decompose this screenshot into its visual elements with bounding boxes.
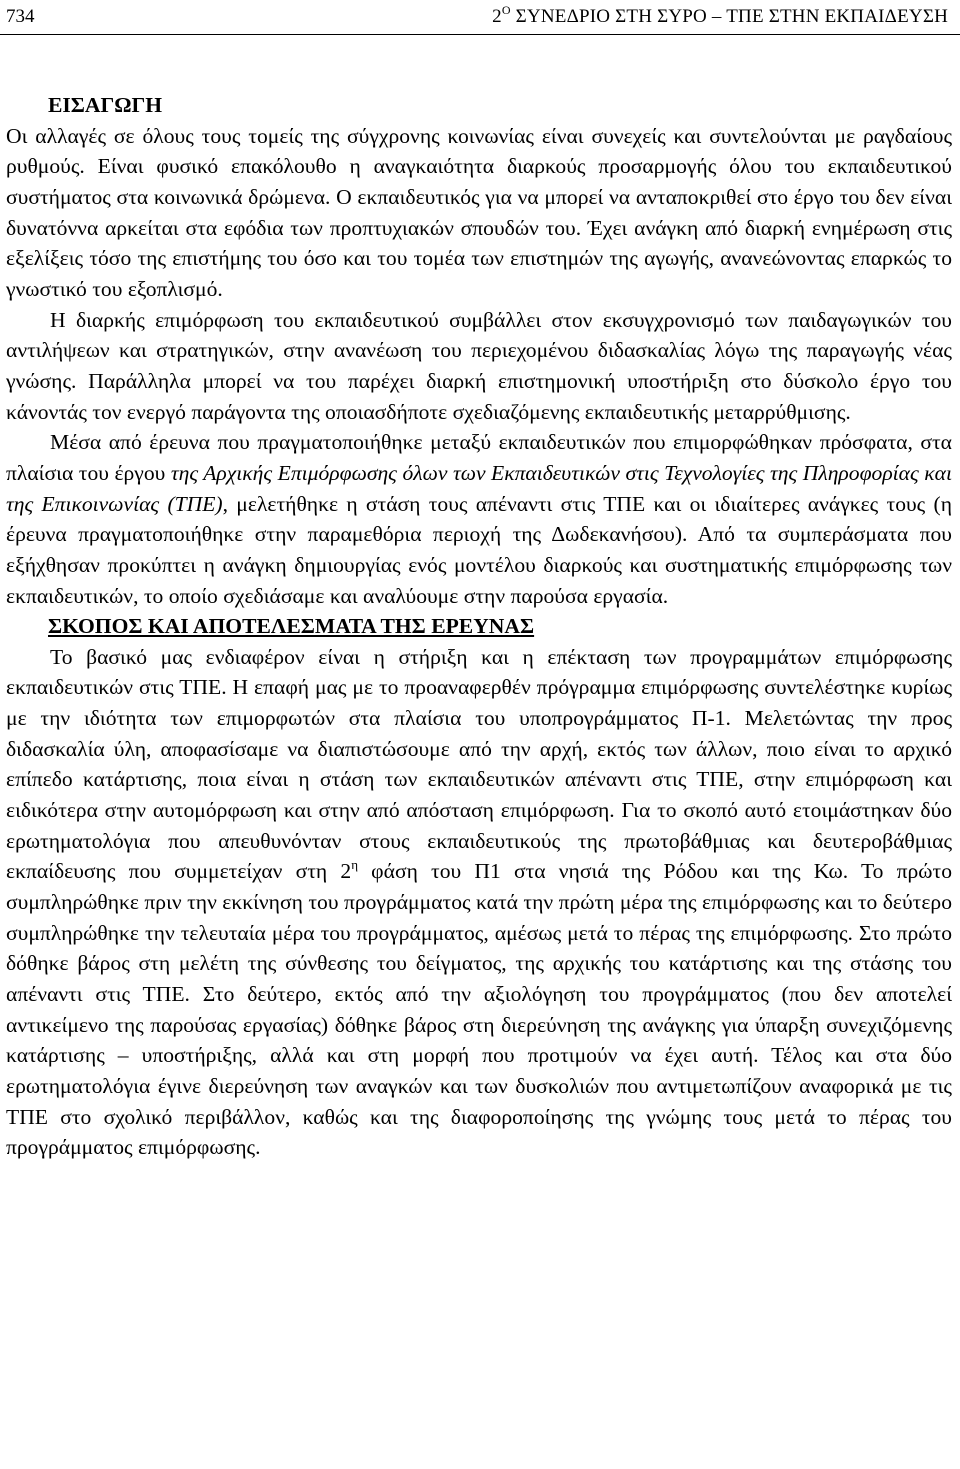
document-body [6,90,952,1163]
running-title-prefix: 2 [492,6,502,27]
ordinal-superscript: η [351,857,358,873]
running-title [492,3,948,28]
program-title-italic: της Αρχικής Επιμόρφωσης όλων των Εκπαιδευτικών στις Τεχνολογίες της Πληροφορίας και της Επικοινωνίας (ΤΠΕ) [6,460,952,516]
running-title-text: ΣΥΝΕΔΡΙΟ ΣΤΗ ΣΥΡΟ – ΤΠΕ ΣΤΗΝ ΕΚΠΑΙΔΕΥΣΗ [510,6,948,27]
intro-heading: ΕΙΣΑΓΩΓΗ [48,93,163,117]
intro-paragraph-3-end: , μελετήθηκε η στάση τους απέναντι στις ΤΠΕ και οι ιδιαίτερες ανάγκες τους (η έρευνα πραγματοποιήθηκε στην παραμεθόρια περιοχή της Δωδεκανήσου). Από τα συμπεράσματα που εξήχθησαν προκύπτει η ανάγκη δημιουργίας ενός μοντέλου διαρκούς και συστηματικής επιμόρφωσης των εκπαιδευτικών, το οποίο σχεδιάσαμε και αναλύουμε στην παρούσα εργασία. [6,491,952,608]
running-title-superscript: Ο [501,3,511,17]
intro-paragraph-3-start: Μέσα από έρευνα που πραγματοποιήθηκε μεταξύ εκπαιδευτικών που επιμορφώθηκαν πρόσφατα, στα πλαίσια του έργου [6,430,952,485]
scope-paragraph-start: Το βασικό μας ενδιαφέρον είναι η στήριξη και η επέκταση των προγραμμάτων επιμόρφωσης εκπαιδευτικών στις ΤΠΕ. Η επαφή μας με το προαναφερθέν πρόγραμμα επιμόρφωσης συντελέστηκε κυρίως με την ιδιότητα των επιμορφωτών στα πλαίσια του υποπρογράμματος Π-1. Μελετώντας την προς διδασκαλία ύλη, αποφασίσαμε να διαπιστώσουμε από την αρχή, εκτός των άλλων, ποιο είναι το αρχικό επίπεδο κατάρτισης, ποια είναι η στάση των εκπαιδευτικών απέναντι στις ΤΠΕ, στην επιμόρφωση και ειδικότερα στην αυτομόρφωση και στην από απόσταση επιμόρφωση. Για το σκοπό αυτό ετοιμάστηκαν δύο ερωτηματολόγια που απευθυνόνταν στους εκπαιδευτικούς της πρωτοβάθμιας και δευτεροβάθμιας εκπαίδευσης που συμμετείχαν στη 2 [6,644,952,884]
header-rule [0,34,960,35]
intro-paragraph-1: Οι αλλαγές σε όλους τους τομείς της σύγχρονης κοινωνίας είναι συνεχείς και συντελούνται με ραγδαίους ρυθμούς. Είναι φυσικό επακόλουθο η αναγκαιότητα διαρκούς προσαρμογής όλου του εκπαιδευτικού συστήματος στα κοινωνικά δρώμενα. Ο εκπαιδευτικός για να μπορεί να ανταποκριθεί στο έργο του δεν είναι δυνατόννα αρκείται στα εφόδια των προπτυχιακών σπουδών του. Έχει ανάγκη από διαρκή ενημέρωση στις εξελίξεις τόσο της επιστήμης του όσο και του τομέα των επιστημών της αγωγής, ανανεώνοντας επαρκώς το γνωστικό του εξοπλισμό. [6,123,952,301]
scope-paragraph-end: φάση του Π1 στα νησιά της Ρόδου και της Κω. Το πρώτο συμπληρώθηκε πριν την εκκίνηση του προγράμματος κατά την πρώτη μέρα της επιμόρφωσης και το δεύτερο συμπληρώθηκε την τελευταία μέρα του προγράμματος, αμέσως μετά το πέρας της επιμόρφωσης. Στο πρώτο δόθηκε βάρος στη μελέτη της σύνθεσης του δείγματος, της αρχικής του κατάρτισης και της στάσης του απέναντι στις ΤΠΕ. Στο δεύτερο, εκτός από την αξιολόγηση του προγράμματος (που δεν αποτελεί αντικείμενο της παρούσας εργασίας) δόθηκε βάρος στη διερεύνηση της ανάγκης για ύπαρξη συνεχιζόμενης κατάρτισης – υποστήριξης, αλλά και στη μορφή που προτιμούν να έχει αυτή. Τέλος και στα δύο ερωτηματολόγια έγινε διερεύνηση των αναγκών και των δυσκολιών που αντιμετωπίζουν αναφορικά με τις ΤΠΕ στο σχολικό περιβάλλον, καθώς και της διαφοροποίησης της γνώμης τους μετά το πέρας του προγράμματος επιμόρφωσης. [6,859,952,1160]
page-header [0,0,960,34]
intro-paragraph-2: Η διαρκής επιμόρφωση του εκπαιδευτικού συμβάλλει στον εκσυγχρονισμό των παιδαγωγικών του αντιλήψεων και στρατηγικών, στην ανανέωση του περιεχομένου διδασκαλίας λόγω της παραγωγής νέας γνώσης. Παράλληλα μπορεί να του παρέχει διαρκή επιστημονική υποστήριξη στο δύσκολο έργο του κάνοντάς τον ενεργό παράγοντα της οποιασδήποτε σχεδιαζόμενης εκπαιδευτικής μεταρρύθμισης. [6,307,952,424]
intro-paragraph-3 [6,427,952,611]
scope-heading: ΣΚΟΠΟΣ ΚΑΙ ΑΠΟΤΕΛΕΣΜΑΤΑ ΤΗΣ ΕΡΕΥΝΑΣ [48,614,535,639]
scope-paragraph [6,642,952,1163]
page-number: 734 [6,6,35,27]
